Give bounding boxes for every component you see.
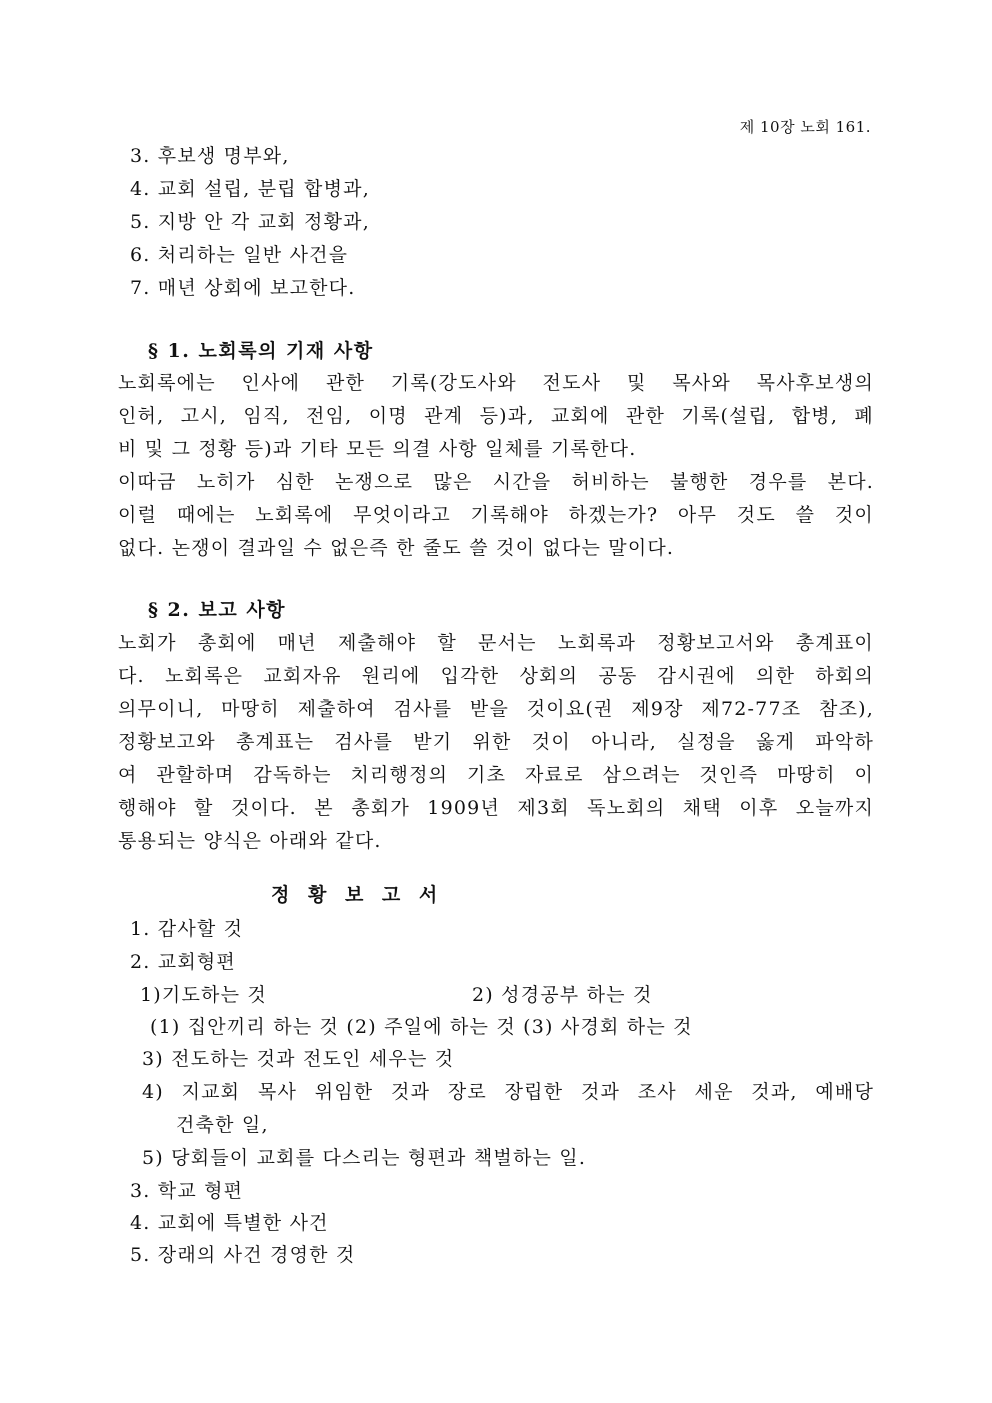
- paragraph-line: 인허, 고시, 임직, 전임, 이명 관계 등)과, 교회에 관한 기록(설립, 합병, 폐: [118, 405, 874, 427]
- paragraph-line: 정황보고와 총계표는 검사를 받기 위한 것이 아니라, 실정을 옳게 파악하: [118, 731, 874, 753]
- section-heading: § 2. 보고 사항: [148, 599, 287, 621]
- report-item: 1. 감사할 것: [130, 918, 244, 940]
- report-item: 5. 장래의 사건 경영한 것: [130, 1244, 356, 1266]
- running-head: 제 10장 노회 161.: [739, 118, 871, 136]
- report-item: 2. 교회형편: [130, 951, 236, 973]
- paragraph-line: 이럴 때에는 노회록에 무엇이라고 기록해야 하겠는가? 아무 것도 쓸 것이: [118, 504, 874, 526]
- report-item: (1) 집안끼리 하는 것 (2) 주일에 하는 것 (3) 사경회 하는 것: [150, 1016, 693, 1038]
- paragraph-line: 이따금 노히가 심한 논쟁으로 많은 시간을 허비하는 불행한 경우를 본다.: [118, 471, 874, 493]
- paragraph-line: 노회록에는 인사에 관한 기록(강도사와 전도사 및 목사와 목사후보생의: [118, 372, 874, 394]
- report-item: 1)기도하는 것: [140, 984, 267, 1006]
- report-item: 4. 교회에 특별한 사건: [130, 1212, 329, 1234]
- paragraph-line: 비 및 그 정황 등)과 기타 모든 의결 사항 일체를 기록한다.: [118, 438, 637, 460]
- paragraph-line: 의무이니, 마땅히 제출하여 검사를 받을 것이요(권 제9장 제72-77조 참조),: [118, 698, 874, 720]
- paragraph-line: 없다. 논쟁이 결과일 수 없은즉 한 줄도 쓸 것이 없다는 말이다.: [118, 537, 675, 559]
- report-item: 3) 전도하는 것과 전도인 세우는 것: [142, 1048, 455, 1070]
- section-heading: § 1. 노회록의 기재 사항: [148, 340, 374, 362]
- paragraph-line: 노회가 총회에 매년 제출해야 할 문서는 노회록과 정황보고서와 총계표이: [118, 632, 874, 654]
- list-item: 4. 교회 설립, 분립 합병과,: [130, 178, 370, 200]
- list-item: 7. 매년 상회에 보고한다.: [130, 277, 356, 299]
- list-item: 5. 지방 안 각 교회 정황과,: [130, 211, 370, 233]
- report-item: 5) 당회들이 교회를 다스리는 형편과 책벌하는 일.: [142, 1147, 587, 1169]
- paragraph-line: 다. 노회록은 교회자유 원리에 입각한 상회의 공동 감시권에 의한 하회의: [118, 665, 874, 687]
- paragraph-line: 행해야 할 것이다. 본 총회가 1909년 제3회 독노회의 채택 이후 오늘까지: [118, 797, 874, 819]
- report-item: 2) 성경공부 하는 것: [472, 984, 653, 1006]
- report-title: 정 황 보 고 서: [271, 884, 444, 906]
- report-item: 3. 학교 형편: [130, 1180, 244, 1202]
- report-item: 4) 지교회 목사 위임한 것과 장로 장립한 것과 조사 세운 것과, 예배당: [142, 1081, 874, 1103]
- report-item: 건축한 일,: [176, 1114, 269, 1136]
- list-item: 6. 처리하는 일반 사건을: [130, 244, 349, 266]
- list-item: 3. 후보생 명부와,: [130, 145, 290, 167]
- paragraph-line: 통용되는 양식은 아래와 같다.: [118, 830, 382, 852]
- paragraph-line: 여 관할하며 감독하는 치리행정의 기초 자료로 삼으려는 것인즉 마땅히 이: [118, 764, 874, 786]
